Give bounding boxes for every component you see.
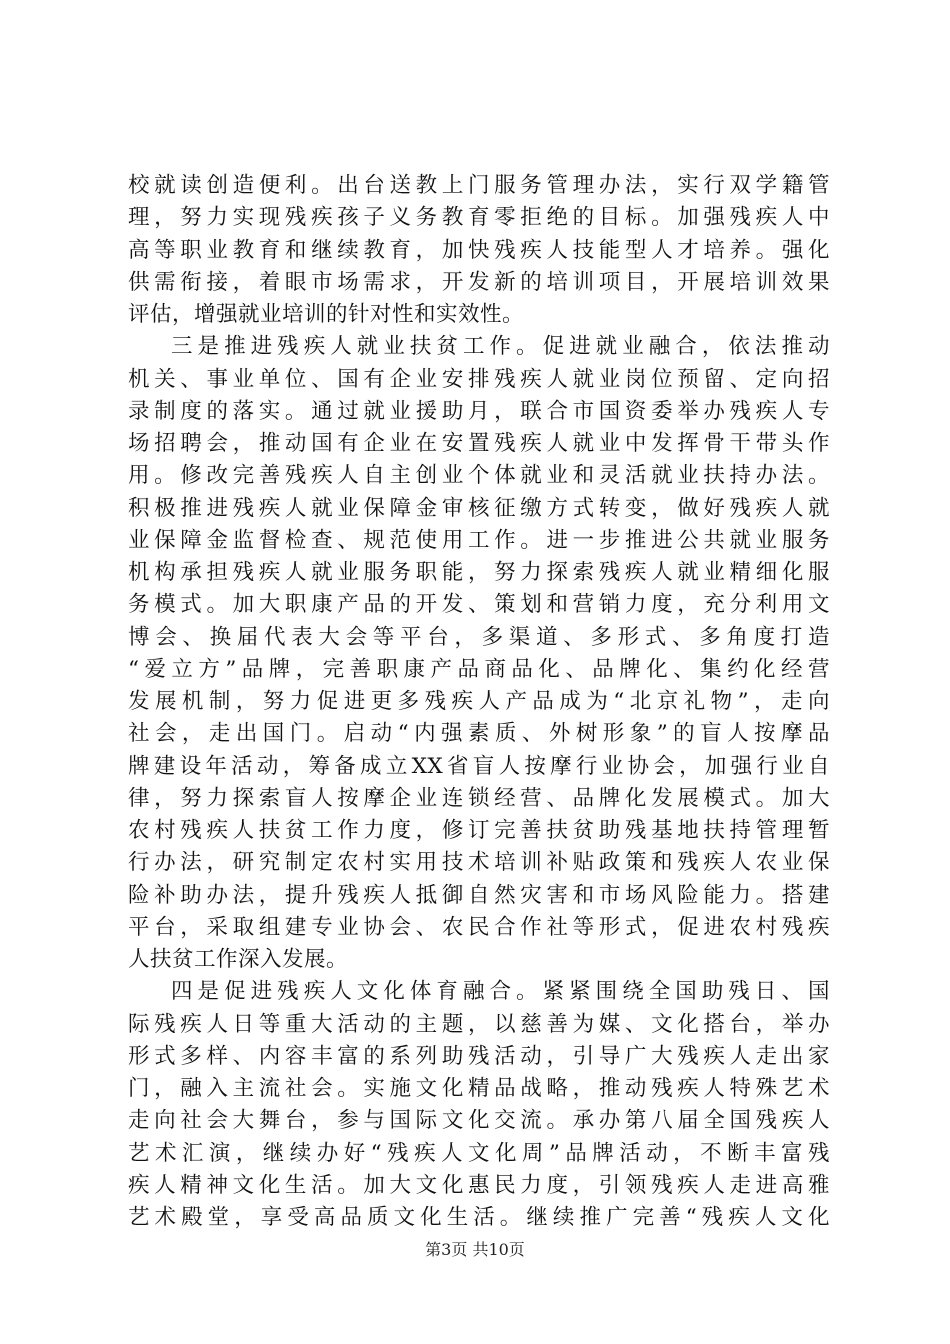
text-line: 险补助办法，提升残疾人抵御自然灾害和市场风险能力。搭建 — [128, 882, 830, 908]
paragraph-start-line: 三是推进残疾人就业扶贫工作。促进就业融合，依法推动 — [171, 334, 830, 360]
text-line: 录制度的落实。通过就业援助月，联合市国资委举办残疾人专 — [128, 398, 830, 424]
text-line: 理，努力实现残疾孩子义务教育零拒绝的目标。加强残疾人中 — [128, 205, 830, 231]
text-line: 律，努力探索盲人按摩企业连锁经营、品牌化发展模式。加大 — [128, 785, 830, 811]
text-line: 校就读创造便利。出台送教上门服务管理办法，实行双学籍管 — [128, 173, 830, 198]
text-line: 形式多样、内容丰富的系列助残活动，引导广大残疾人走出家 — [128, 1043, 830, 1069]
text-line: 走向社会大舞台，参与国际文化交流。承办第八届全国残疾人 — [128, 1108, 830, 1134]
text-line: 牌建设年活动，筹备成立XX省盲人按摩行业协会，加强行业自 — [128, 753, 830, 779]
page-number-footer: 第3页 共10页 — [425, 1240, 525, 1259]
text-line: 艺术殿堂，享受高品质文化生活。继续推广完善“残疾人文化 — [128, 1205, 830, 1230]
text-line: 机构承担残疾人就业服务职能，努力探索残疾人就业精细化服 — [128, 560, 830, 585]
text-line: 疾人精神文化生活。加大文化惠民力度，引领残疾人走进高雅 — [128, 1172, 830, 1198]
text-line: 用。修改完善残疾人自主创业个体就业和灵活就业扶持办法。 — [128, 463, 830, 489]
paragraph-start-line: 四是促进残疾人文化体育融合。紧紧围绕全国助残日、国 — [171, 979, 830, 1005]
text-line: 农村残疾人扶贫工作力度，修订完善扶贫助残基地扶持管理暂 — [128, 818, 830, 843]
text-line: 行办法，研究制定农村实用技术培训补贴政策和残疾人农业保 — [128, 850, 830, 876]
text-line: 艺术汇演，继续办好“残疾人文化周”品牌活动，不断丰富残 — [128, 1140, 830, 1166]
text-line: 评估，增强就业培训的针对性和实效性。 — [128, 302, 525, 327]
text-line: 博会、换届代表大会等平台，多渠道、多形式、多角度打造 — [128, 624, 830, 650]
text-line: 高等职业教育和继续教育，加快残疾人技能型人才培养。强化 — [128, 237, 830, 263]
text-line: 门，融入主流社会。实施文化精品战略，推动残疾人特殊艺术 — [128, 1076, 830, 1101]
text-line: 平台，采取组建专业协会、农民合作社等形式，促进农村残疾 — [128, 914, 830, 940]
text-line: 人扶贫工作深入发展。 — [128, 947, 349, 972]
text-line: 机关、事业单位、国有企业安排残疾人就业岗位预留、定向招 — [128, 366, 830, 392]
text-line: 社会，走出国门。启动“内强素质、外树形象”的盲人按摩品 — [128, 721, 830, 747]
text-line: 供需衔接，着眼市场需求，开发新的培训项目，开展培训效果 — [128, 269, 830, 295]
text-line: 发展机制，努力促进更多残疾人产品成为“北京礼物”，走向 — [128, 689, 830, 714]
text-line: “爱立方”品牌，完善职康产品商品化、品牌化、集约化经营 — [128, 656, 830, 682]
text-line: 务模式。加大职康产品的开发、策划和营销力度，充分利用文 — [128, 592, 830, 618]
body-text — [128, 170, 830, 1234]
text-line: 际残疾人日等重大活动的主题，以慈善为媒、文化搭台，举办 — [128, 1011, 830, 1037]
text-line: 业保障金监督检查、规范使用工作。进一步推进公共就业服务 — [128, 527, 830, 553]
text-line: 积极推进残疾人就业保障金审核征缴方式转变，做好残疾人就 — [128, 495, 830, 521]
text-line: 场招聘会，推动国有企业在安置残疾人就业中发挥骨干带头作 — [128, 431, 830, 456]
